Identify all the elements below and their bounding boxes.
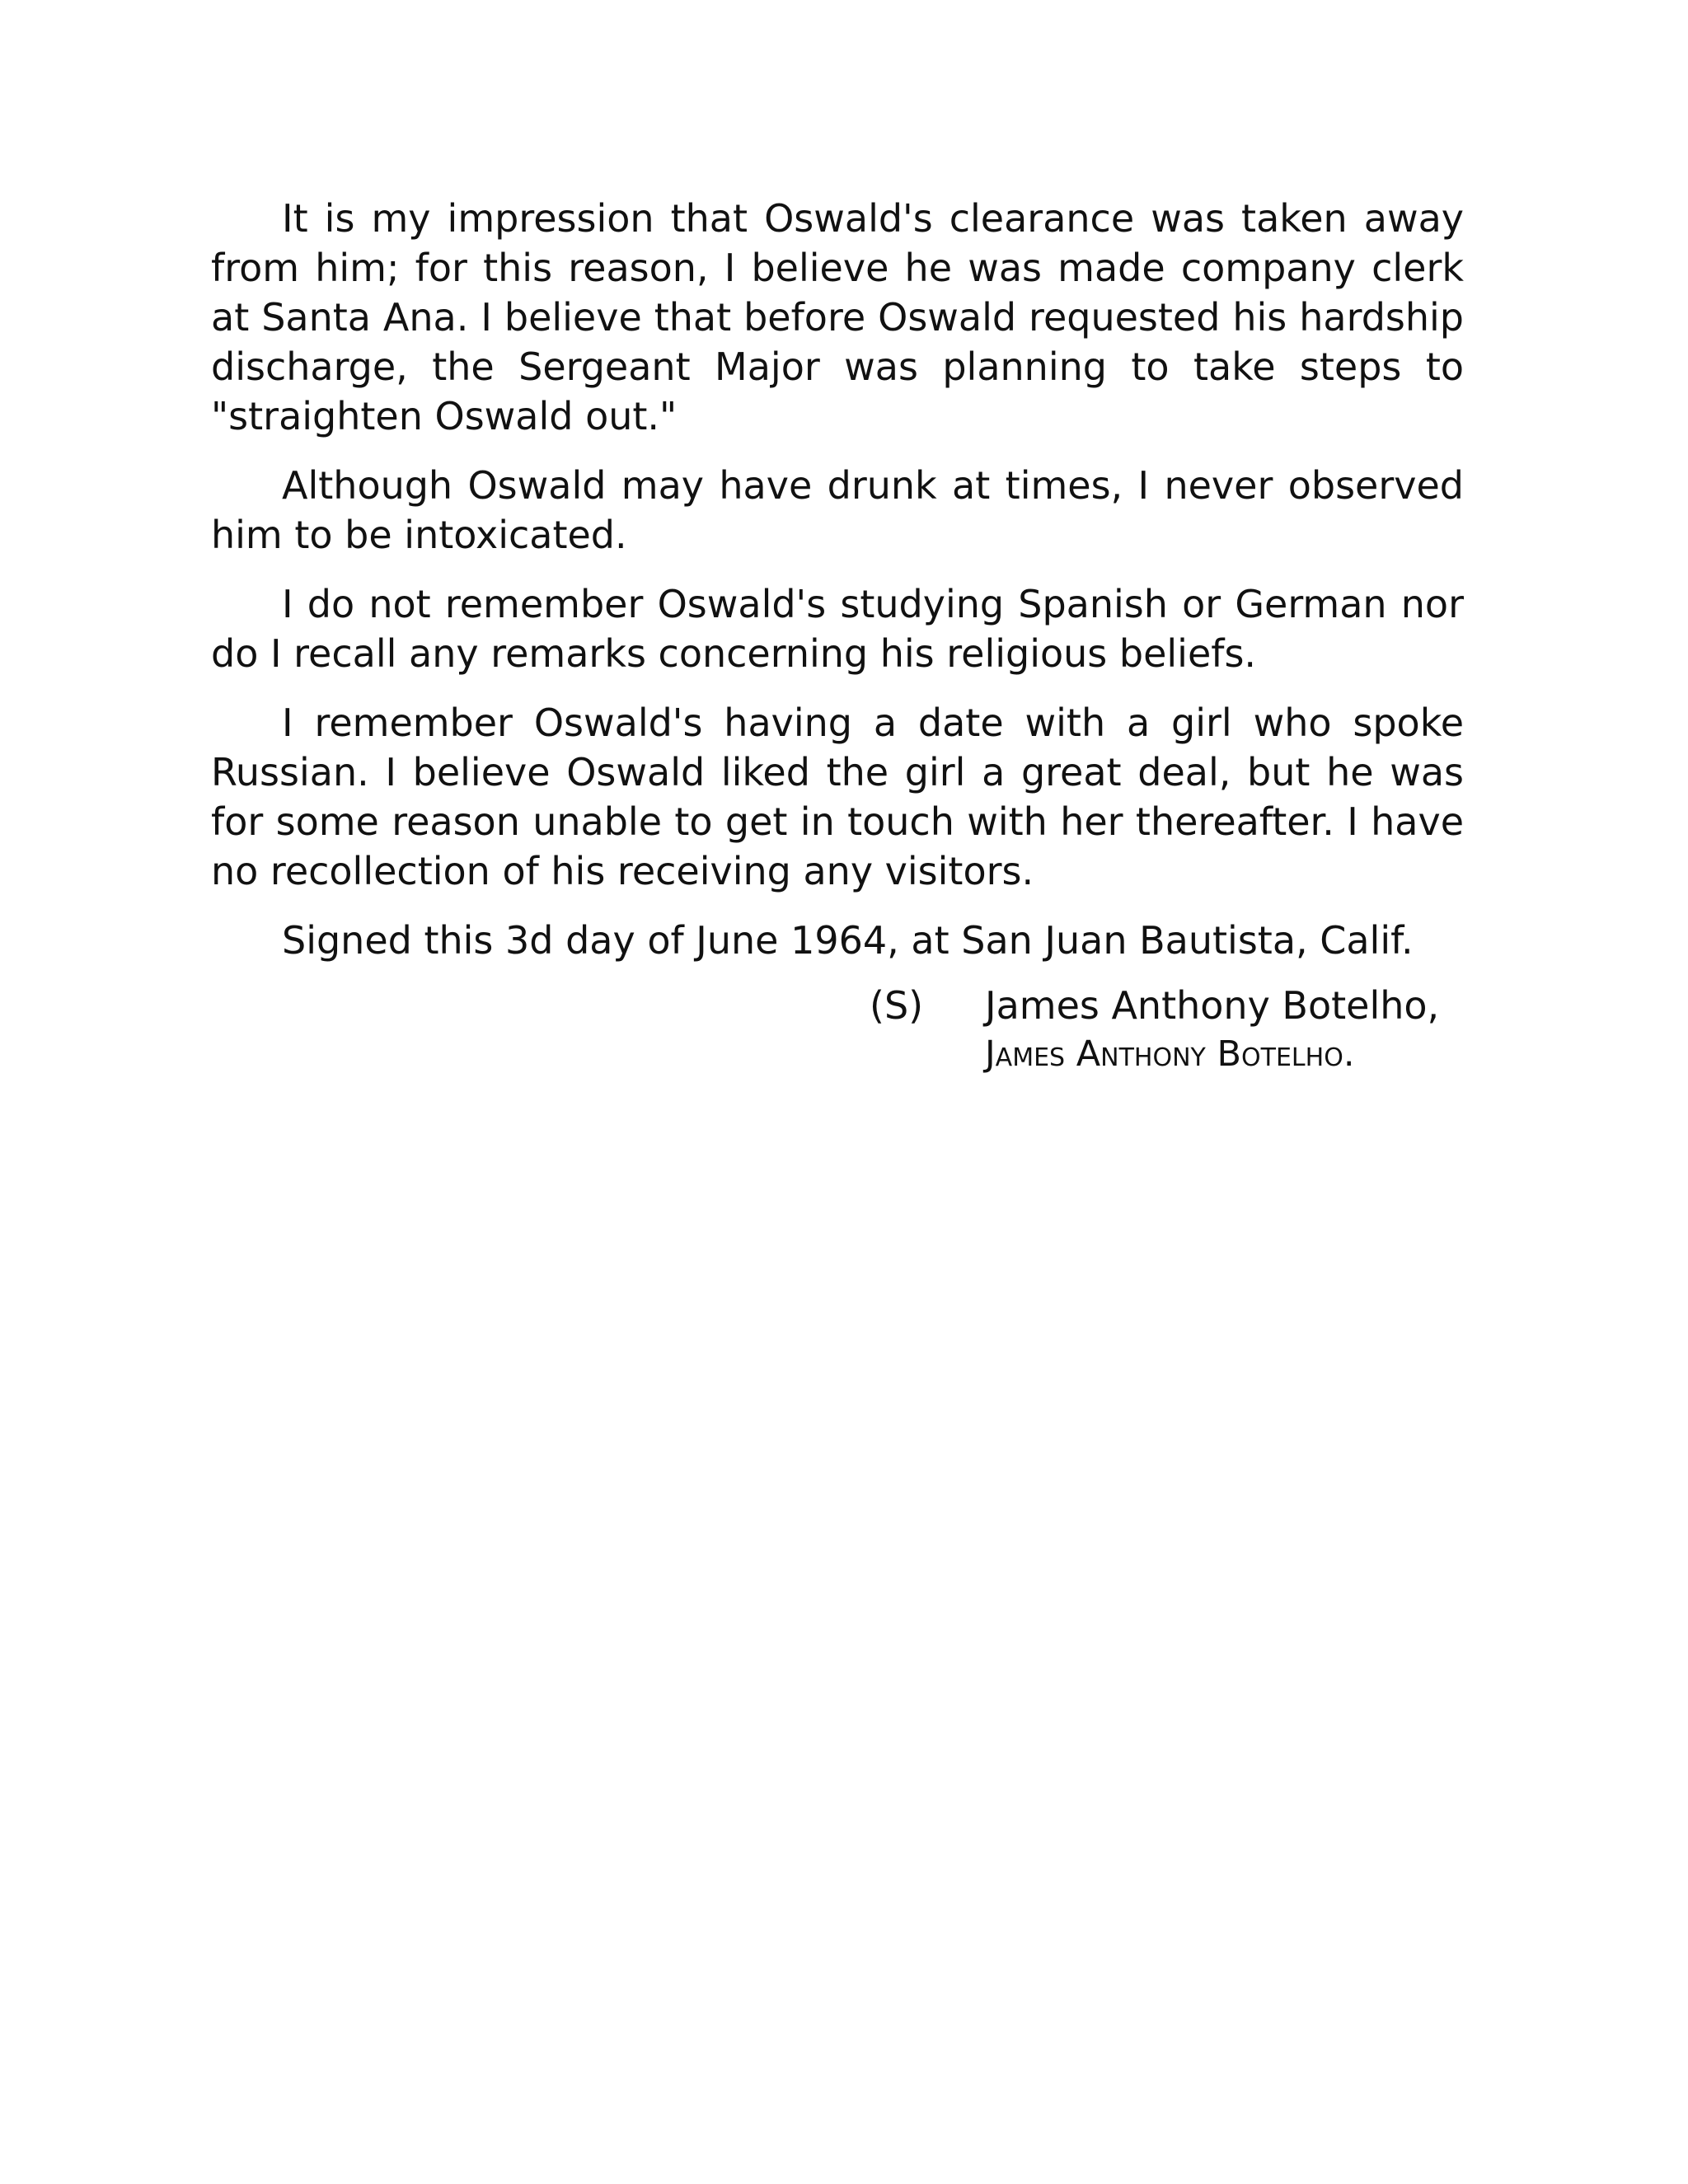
paragraph-languages-religion: I do not remember Oswald's studying Spanish or German nor do I recall any remarks concerning his religious beliefs. (211, 582, 1464, 676)
signature-mark: (S) (870, 983, 924, 1028)
paragraph-clearance: It is my impression that Oswald's clearance was taken away from him; for this reason, I believe he was made company clerk at Santa Ana. I believe that before Oswald requested his hardship discharge, the Sergeant Major was planning to take steps to "straighten Oswald out." (211, 196, 1464, 438)
paragraph-russian-girl: I remember Oswald's having a date with a girl who spoke Russian. I believe Oswald liked the girl a great deal, but he was for some reason unable to get in touch with her thereafter. I have no recollection of his receiving any visitors. (211, 701, 1464, 893)
typed-name: James Anthony Botelho. (985, 1033, 1355, 1075)
signature-row (870, 981, 1439, 1030)
signature-name: James Anthony Botelho, (985, 983, 1440, 1028)
paragraph-intoxication: Although Oswald may have drunk at times, I never observed him to be intoxicated. (211, 463, 1464, 557)
statement-body (211, 194, 1464, 985)
signed-date-line: Signed this 3d day of June 1964, at San Juan Bautista, Calif. (282, 918, 1414, 963)
signature-block (870, 981, 1439, 1078)
